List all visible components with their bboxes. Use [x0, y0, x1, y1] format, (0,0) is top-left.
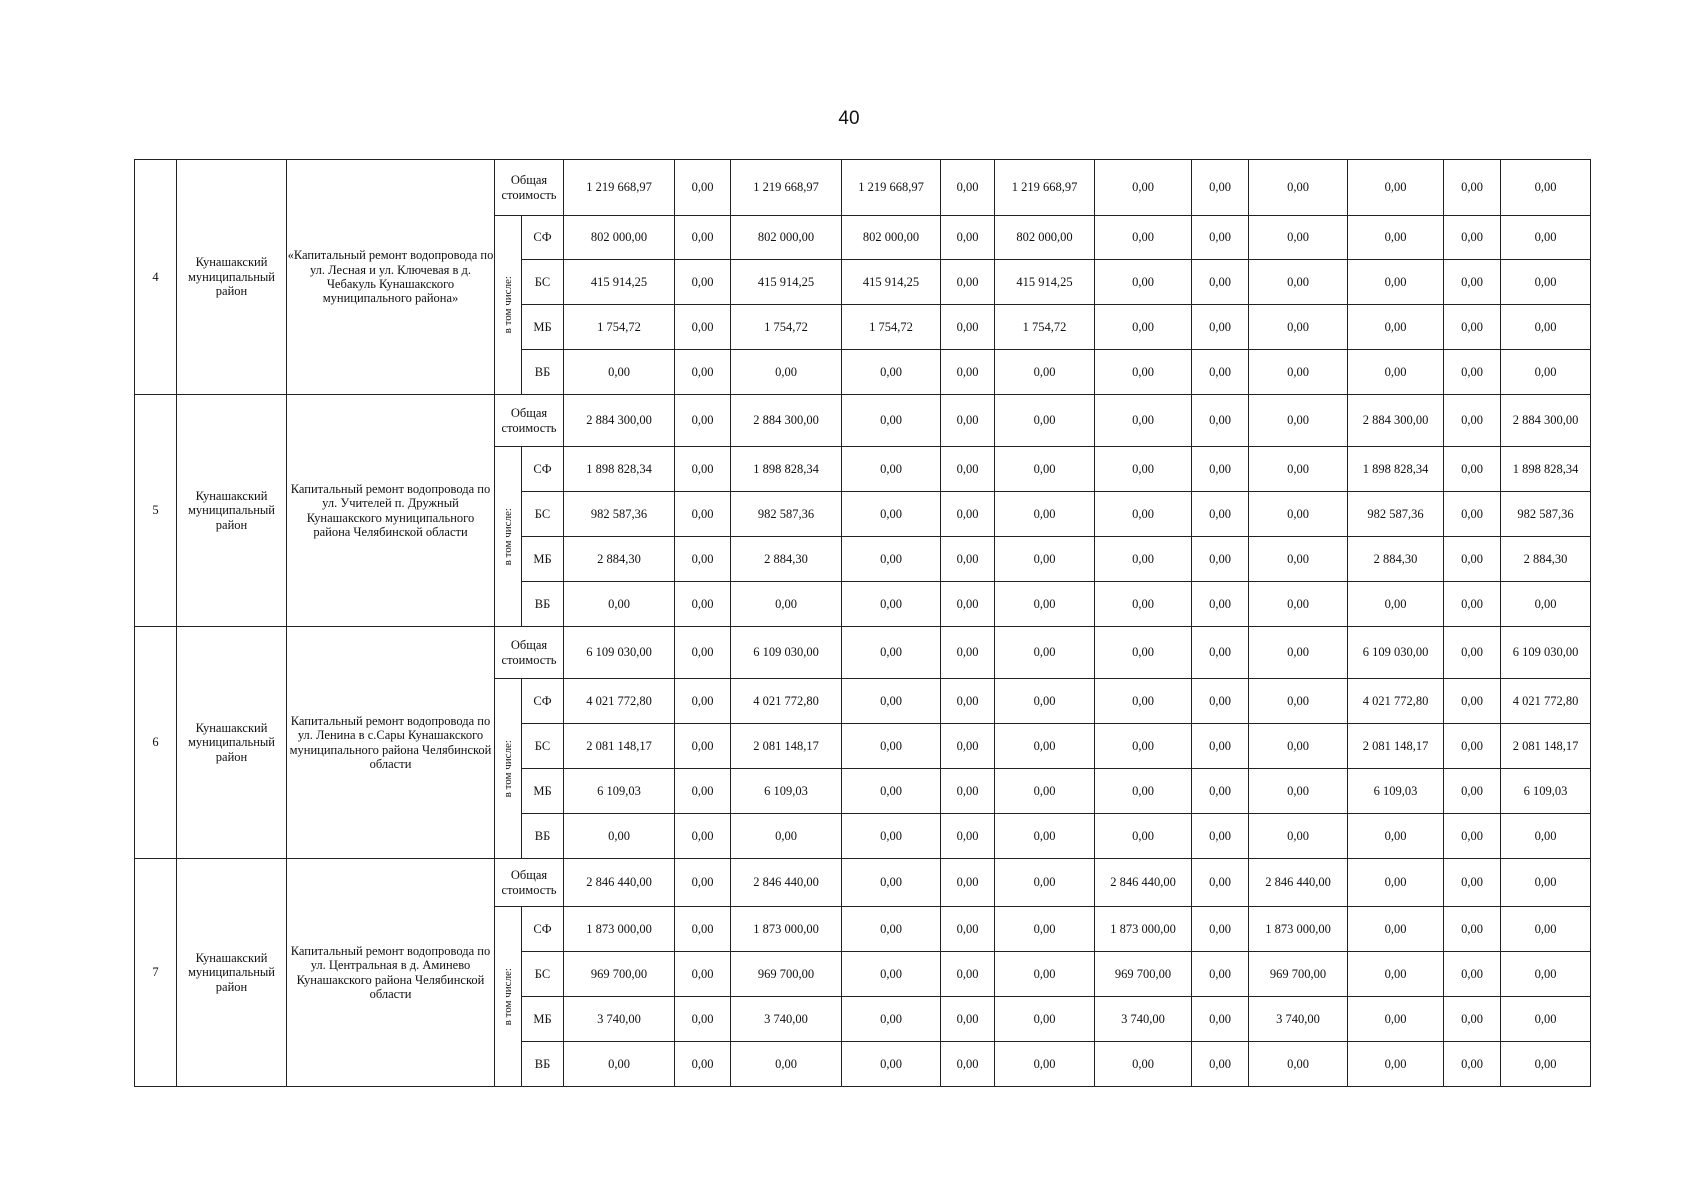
value-cell: 0,00: [1501, 907, 1591, 952]
value-cell: 0,00: [675, 627, 731, 679]
value-cell: 415 914,25: [842, 260, 941, 305]
project-title: Капитальный ремонт водопровода по ул. Ленина в с.Сары Кунашакского муниципального района Челябинской области: [287, 627, 495, 859]
value-cell: 0,00: [1501, 997, 1591, 1042]
value-cell: 0,00: [941, 216, 995, 260]
table-row: [135, 627, 1591, 679]
value-cell: 0,00: [1444, 997, 1501, 1042]
value-cell: 1 873 000,00: [1095, 907, 1192, 952]
value-cell: 0,00: [1249, 260, 1348, 305]
value-cell: 0,00: [675, 724, 731, 769]
value-cell: 0,00: [941, 769, 995, 814]
value-cell: 1 754,72: [995, 305, 1095, 350]
value-cell: 0,00: [1444, 160, 1501, 216]
value-cell: 0,00: [1444, 582, 1501, 627]
value-cell: 2 081 148,17: [1348, 724, 1444, 769]
value-cell: 0,00: [1348, 350, 1444, 395]
value-cell: 4 021 772,80: [731, 679, 842, 724]
including-label-cell: [495, 907, 522, 1087]
including-label-cell: [495, 216, 522, 395]
value-cell: 0,00: [842, 679, 941, 724]
value-cell: 0,00: [1444, 260, 1501, 305]
value-cell: 982 587,36: [1348, 492, 1444, 537]
value-cell: 0,00: [941, 582, 995, 627]
value-cell: 0,00: [1444, 537, 1501, 582]
value-cell: 0,00: [675, 1042, 731, 1087]
value-cell: 0,00: [675, 447, 731, 492]
value-cell: 0,00: [1095, 160, 1192, 216]
value-cell: 0,00: [1501, 350, 1591, 395]
value-cell: 0,00: [675, 305, 731, 350]
table-row: [135, 160, 1591, 216]
value-cell: 0,00: [1192, 305, 1249, 350]
value-cell: 0,00: [1192, 395, 1249, 447]
funding-source-label: МБ: [522, 769, 564, 814]
value-cell: 0,00: [842, 492, 941, 537]
value-cell: 0,00: [675, 679, 731, 724]
value-cell: 0,00: [842, 997, 941, 1042]
value-cell: 0,00: [842, 724, 941, 769]
value-cell: 0,00: [842, 537, 941, 582]
value-cell: 0,00: [995, 724, 1095, 769]
value-cell: 6 109 030,00: [1348, 627, 1444, 679]
value-cell: 0,00: [564, 1042, 675, 1087]
value-cell: 0,00: [1192, 582, 1249, 627]
value-cell: 0,00: [1249, 679, 1348, 724]
value-cell: 0,00: [1095, 447, 1192, 492]
value-cell: 0,00: [1192, 907, 1249, 952]
value-cell: 0,00: [1444, 305, 1501, 350]
row-number: 4: [135, 160, 177, 395]
value-cell: 6 109 030,00: [731, 627, 842, 679]
value-cell: 0,00: [941, 859, 995, 907]
value-cell: 4 021 772,80: [564, 679, 675, 724]
value-cell: 0,00: [1095, 679, 1192, 724]
value-cell: 2 846 440,00: [1249, 859, 1348, 907]
district-name: Кунашакский муниципальный район: [177, 395, 287, 627]
value-cell: 2 846 440,00: [731, 859, 842, 907]
value-cell: 0,00: [842, 582, 941, 627]
value-cell: 0,00: [1444, 395, 1501, 447]
value-cell: 0,00: [1249, 724, 1348, 769]
value-cell: 0,00: [1095, 582, 1192, 627]
value-cell: 0,00: [995, 769, 1095, 814]
row-number: 5: [135, 395, 177, 627]
value-cell: 0,00: [995, 627, 1095, 679]
value-cell: 0,00: [675, 907, 731, 952]
value-cell: 2 884 300,00: [564, 395, 675, 447]
funding-source-label: СФ: [522, 447, 564, 492]
value-cell: 0,00: [1444, 907, 1501, 952]
value-cell: 0,00: [1348, 997, 1444, 1042]
project-title: Капитальный ремонт водопровода по ул. Центральная в д. Аминево Кунашакского района Челябинской области: [287, 859, 495, 1087]
value-cell: 415 914,25: [564, 260, 675, 305]
value-cell: 2 884 300,00: [731, 395, 842, 447]
value-cell: 0,00: [1444, 814, 1501, 859]
including-label: в том числе:: [501, 739, 514, 798]
value-cell: 0,00: [995, 582, 1095, 627]
value-cell: 982 587,36: [731, 492, 842, 537]
value-cell: 0,00: [941, 1042, 995, 1087]
value-cell: 0,00: [941, 492, 995, 537]
value-cell: 0,00: [842, 769, 941, 814]
row-number: 6: [135, 627, 177, 859]
value-cell: 0,00: [842, 814, 941, 859]
value-cell: 1 754,72: [564, 305, 675, 350]
value-cell: 4 021 772,80: [1348, 679, 1444, 724]
value-cell: 0,00: [731, 350, 842, 395]
district-name: Кунашакский муниципальный район: [177, 627, 287, 859]
value-cell: 0,00: [1501, 160, 1591, 216]
value-cell: 0,00: [1192, 769, 1249, 814]
value-cell: 0,00: [1444, 447, 1501, 492]
table-row: [135, 395, 1591, 447]
value-cell: 2 081 148,17: [564, 724, 675, 769]
funding-source-label: БС: [522, 492, 564, 537]
value-cell: 3 740,00: [564, 997, 675, 1042]
value-cell: 0,00: [731, 814, 842, 859]
value-cell: 2 081 148,17: [1501, 724, 1591, 769]
value-cell: 1 898 828,34: [1348, 447, 1444, 492]
value-cell: 0,00: [1249, 395, 1348, 447]
value-cell: 0,00: [941, 814, 995, 859]
value-cell: 0,00: [1501, 859, 1591, 907]
value-cell: 6 109,03: [731, 769, 842, 814]
value-cell: 802 000,00: [995, 216, 1095, 260]
funding-source-label: БС: [522, 724, 564, 769]
value-cell: 1 219 668,97: [564, 160, 675, 216]
value-cell: 0,00: [1348, 1042, 1444, 1087]
value-cell: 0,00: [995, 679, 1095, 724]
value-cell: 0,00: [1095, 260, 1192, 305]
value-cell: 0,00: [941, 907, 995, 952]
value-cell: 6 109,03: [564, 769, 675, 814]
value-cell: 0,00: [1501, 260, 1591, 305]
value-cell: 0,00: [675, 395, 731, 447]
funding-source-label: МБ: [522, 997, 564, 1042]
value-cell: 0,00: [941, 537, 995, 582]
value-cell: 0,00: [941, 627, 995, 679]
value-cell: 0,00: [1444, 724, 1501, 769]
value-cell: 0,00: [1249, 160, 1348, 216]
funding-source-label: БС: [522, 952, 564, 997]
total-cost-label: Общая стоимость: [495, 627, 564, 679]
value-cell: 0,00: [731, 582, 842, 627]
value-cell: 0,00: [675, 859, 731, 907]
value-cell: 0,00: [1192, 216, 1249, 260]
value-cell: 1 873 000,00: [564, 907, 675, 952]
value-cell: 0,00: [842, 859, 941, 907]
value-cell: 2 081 148,17: [731, 724, 842, 769]
value-cell: 6 109 030,00: [564, 627, 675, 679]
value-cell: 0,00: [675, 582, 731, 627]
value-cell: 0,00: [995, 997, 1095, 1042]
value-cell: 0,00: [1095, 350, 1192, 395]
value-cell: 0,00: [1501, 952, 1591, 997]
including-label: в том числе:: [501, 507, 514, 566]
value-cell: 1 873 000,00: [731, 907, 842, 952]
budget-table: [134, 159, 1591, 1087]
including-label-cell: [495, 679, 522, 859]
total-cost-label: Общая стоимость: [495, 160, 564, 216]
value-cell: 1 754,72: [842, 305, 941, 350]
value-cell: 0,00: [1249, 216, 1348, 260]
value-cell: 0,00: [1348, 582, 1444, 627]
value-cell: 1 219 668,97: [731, 160, 842, 216]
value-cell: 0,00: [1095, 537, 1192, 582]
value-cell: 0,00: [1095, 305, 1192, 350]
value-cell: 0,00: [1444, 952, 1501, 997]
including-label: в том числе:: [501, 967, 514, 1026]
value-cell: 0,00: [1444, 492, 1501, 537]
value-cell: 6 109 030,00: [1501, 627, 1591, 679]
value-cell: 0,00: [995, 859, 1095, 907]
value-cell: 0,00: [564, 814, 675, 859]
value-cell: 0,00: [1192, 492, 1249, 537]
value-cell: 0,00: [941, 447, 995, 492]
value-cell: 0,00: [1249, 350, 1348, 395]
value-cell: 1 898 828,34: [731, 447, 842, 492]
funding-source-label: ВБ: [522, 350, 564, 395]
funding-source-label: ВБ: [522, 814, 564, 859]
value-cell: 0,00: [941, 679, 995, 724]
value-cell: 2 884 300,00: [1501, 395, 1591, 447]
value-cell: 0,00: [1095, 724, 1192, 769]
value-cell: 0,00: [1192, 260, 1249, 305]
value-cell: 3 740,00: [1249, 997, 1348, 1042]
funding-source-label: ВБ: [522, 582, 564, 627]
project-title: Капитальный ремонт водопровода по ул. Учителей п. Дружный Кунашакского муниципального района Челябинской области: [287, 395, 495, 627]
value-cell: 3 740,00: [1095, 997, 1192, 1042]
value-cell: 0,00: [1444, 627, 1501, 679]
value-cell: 969 700,00: [1249, 952, 1348, 997]
value-cell: 0,00: [1192, 350, 1249, 395]
value-cell: 0,00: [1348, 952, 1444, 997]
value-cell: 0,00: [1249, 582, 1348, 627]
value-cell: 0,00: [1095, 769, 1192, 814]
value-cell: 0,00: [1249, 447, 1348, 492]
value-cell: 2 846 440,00: [564, 859, 675, 907]
table-row: [135, 859, 1591, 907]
value-cell: 0,00: [1095, 395, 1192, 447]
value-cell: 1 898 828,34: [564, 447, 675, 492]
value-cell: 0,00: [1095, 216, 1192, 260]
value-cell: 1 754,72: [731, 305, 842, 350]
value-cell: 0,00: [1348, 305, 1444, 350]
funding-source-label: МБ: [522, 537, 564, 582]
value-cell: 0,00: [995, 395, 1095, 447]
value-cell: 415 914,25: [995, 260, 1095, 305]
value-cell: 0,00: [675, 350, 731, 395]
value-cell: 0,00: [1444, 216, 1501, 260]
value-cell: 2 846 440,00: [1095, 859, 1192, 907]
value-cell: 0,00: [1348, 160, 1444, 216]
value-cell: 0,00: [1501, 305, 1591, 350]
value-cell: 6 109,03: [1501, 769, 1591, 814]
row-number: 7: [135, 859, 177, 1087]
value-cell: 1 219 668,97: [842, 160, 941, 216]
value-cell: 0,00: [995, 814, 1095, 859]
value-cell: 0,00: [1249, 492, 1348, 537]
value-cell: 0,00: [1348, 260, 1444, 305]
value-cell: 0,00: [1192, 679, 1249, 724]
value-cell: 0,00: [842, 627, 941, 679]
value-cell: 1 898 828,34: [1501, 447, 1591, 492]
value-cell: 0,00: [941, 952, 995, 997]
page-number: 40: [838, 108, 860, 129]
value-cell: 0,00: [1192, 1042, 1249, 1087]
value-cell: 0,00: [1192, 997, 1249, 1042]
value-cell: 2 884,30: [731, 537, 842, 582]
value-cell: 0,00: [842, 1042, 941, 1087]
value-cell: 0,00: [1501, 814, 1591, 859]
funding-source-label: СФ: [522, 907, 564, 952]
value-cell: 0,00: [675, 814, 731, 859]
value-cell: 0,00: [675, 160, 731, 216]
value-cell: 0,00: [995, 907, 1095, 952]
value-cell: 0,00: [1444, 1042, 1501, 1087]
value-cell: 0,00: [1192, 537, 1249, 582]
value-cell: 802 000,00: [731, 216, 842, 260]
value-cell: 0,00: [1095, 627, 1192, 679]
value-cell: 0,00: [1095, 492, 1192, 537]
value-cell: 0,00: [1249, 1042, 1348, 1087]
value-cell: 0,00: [1249, 537, 1348, 582]
value-cell: 0,00: [1501, 1042, 1591, 1087]
value-cell: 0,00: [1348, 814, 1444, 859]
value-cell: 0,00: [941, 260, 995, 305]
value-cell: 0,00: [1192, 447, 1249, 492]
total-cost-label: Общая стоимость: [495, 859, 564, 907]
value-cell: 0,00: [1249, 305, 1348, 350]
value-cell: 0,00: [995, 1042, 1095, 1087]
value-cell: 0,00: [1192, 859, 1249, 907]
value-cell: 0,00: [842, 447, 941, 492]
funding-source-label: СФ: [522, 216, 564, 260]
value-cell: 0,00: [941, 160, 995, 216]
value-cell: 4 021 772,80: [1501, 679, 1591, 724]
value-cell: 0,00: [1444, 679, 1501, 724]
value-cell: 0,00: [941, 395, 995, 447]
district-name: Кунашакский муниципальный район: [177, 160, 287, 395]
value-cell: 0,00: [731, 1042, 842, 1087]
value-cell: 0,00: [675, 216, 731, 260]
value-cell: 0,00: [564, 350, 675, 395]
value-cell: 0,00: [941, 305, 995, 350]
total-cost-label: Общая стоимость: [495, 395, 564, 447]
value-cell: 0,00: [675, 997, 731, 1042]
value-cell: 982 587,36: [564, 492, 675, 537]
value-cell: 6 109,03: [1348, 769, 1444, 814]
value-cell: 0,00: [675, 492, 731, 537]
value-cell: 969 700,00: [564, 952, 675, 997]
value-cell: 0,00: [995, 537, 1095, 582]
value-cell: 0,00: [1501, 582, 1591, 627]
value-cell: 0,00: [1249, 814, 1348, 859]
value-cell: 0,00: [995, 952, 1095, 997]
value-cell: 0,00: [1192, 814, 1249, 859]
value-cell: 0,00: [842, 395, 941, 447]
funding-source-label: СФ: [522, 679, 564, 724]
value-cell: 0,00: [1348, 216, 1444, 260]
value-cell: 969 700,00: [1095, 952, 1192, 997]
value-cell: 0,00: [842, 907, 941, 952]
including-label-cell: [495, 447, 522, 627]
value-cell: 0,00: [1095, 814, 1192, 859]
value-cell: 0,00: [1192, 160, 1249, 216]
value-cell: 0,00: [842, 952, 941, 997]
value-cell: 415 914,25: [731, 260, 842, 305]
value-cell: 0,00: [1249, 627, 1348, 679]
value-cell: 0,00: [1348, 907, 1444, 952]
value-cell: 802 000,00: [564, 216, 675, 260]
value-cell: 982 587,36: [1501, 492, 1591, 537]
value-cell: 2 884,30: [1348, 537, 1444, 582]
value-cell: 0,00: [842, 350, 941, 395]
value-cell: 1 219 668,97: [995, 160, 1095, 216]
value-cell: 0,00: [1444, 769, 1501, 814]
value-cell: 0,00: [995, 492, 1095, 537]
value-cell: 0,00: [995, 350, 1095, 395]
funding-source-label: БС: [522, 260, 564, 305]
value-cell: 802 000,00: [842, 216, 941, 260]
value-cell: 2 884,30: [1501, 537, 1591, 582]
value-cell: 0,00: [1348, 859, 1444, 907]
value-cell: 0,00: [675, 952, 731, 997]
value-cell: 0,00: [675, 260, 731, 305]
value-cell: 0,00: [941, 350, 995, 395]
value-cell: 0,00: [1192, 627, 1249, 679]
value-cell: 0,00: [1501, 216, 1591, 260]
value-cell: 0,00: [675, 769, 731, 814]
value-cell: 3 740,00: [731, 997, 842, 1042]
value-cell: 2 884 300,00: [1348, 395, 1444, 447]
value-cell: 0,00: [995, 447, 1095, 492]
district-name: Кунашакский муниципальный район: [177, 859, 287, 1087]
value-cell: 1 873 000,00: [1249, 907, 1348, 952]
value-cell: 0,00: [941, 997, 995, 1042]
funding-source-label: МБ: [522, 305, 564, 350]
value-cell: 0,00: [941, 724, 995, 769]
value-cell: 0,00: [675, 537, 731, 582]
value-cell: 2 884,30: [564, 537, 675, 582]
value-cell: 0,00: [1095, 1042, 1192, 1087]
value-cell: 0,00: [1249, 769, 1348, 814]
including-label: в том числе:: [501, 276, 514, 334]
value-cell: 0,00: [1444, 859, 1501, 907]
value-cell: 0,00: [1444, 350, 1501, 395]
project-title: «Капитальный ремонт водопровода по ул. Лесная и ул. Ключевая в д. Чебакуль Кунашакского муниципального района»: [287, 160, 495, 395]
value-cell: 969 700,00: [731, 952, 842, 997]
funding-source-label: ВБ: [522, 1042, 564, 1087]
value-cell: 0,00: [1192, 724, 1249, 769]
value-cell: 0,00: [1192, 952, 1249, 997]
value-cell: 0,00: [564, 582, 675, 627]
